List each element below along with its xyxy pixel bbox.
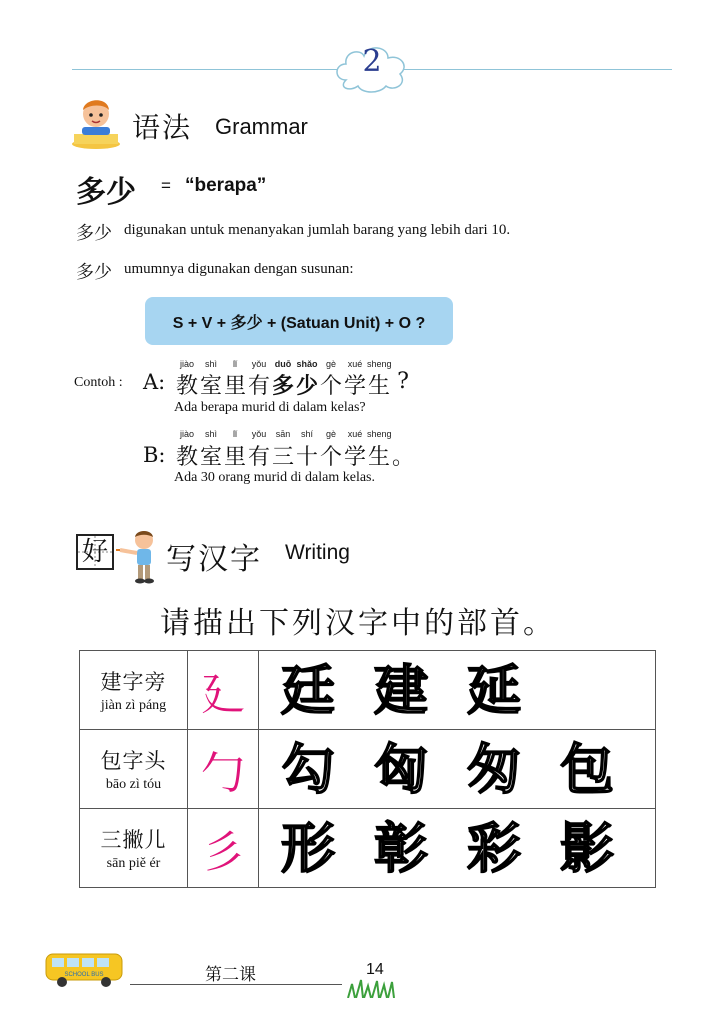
pinyin: lǐ [233, 429, 237, 439]
boy-reading-icon [68, 94, 124, 150]
school-bus-icon [44, 948, 126, 988]
trace-character: 勾 [281, 737, 335, 801]
hanzi: 里 [223, 374, 246, 399]
radical-glyph: 勹 [188, 730, 259, 809]
example-b-translation: Ada 30 orang murid di dalam kelas. [174, 470, 376, 485]
radical-glyph: 廴 [188, 651, 259, 730]
pinyin: lǐ [233, 359, 237, 369]
grass-icon [346, 978, 396, 998]
table-row [80, 730, 656, 809]
radical-name-cell [80, 651, 188, 730]
footer-lesson: 第二课 [205, 965, 256, 985]
example-label: Contoh : [74, 375, 123, 390]
duoshao-word: 多少 [76, 175, 136, 210]
example-a-label: A: [143, 370, 166, 394]
hanzi: 少 [295, 373, 318, 399]
words-cell [259, 651, 656, 730]
hanzi: 教 [175, 445, 198, 470]
trace-character: 匈 [374, 737, 428, 801]
hanzi: 室 [199, 445, 222, 470]
radicals-table [79, 650, 656, 888]
example-a-pinyin [175, 359, 391, 369]
grammar-title-en: Grammar [215, 114, 308, 139]
hanzi: 有 [247, 445, 270, 470]
radical-glyph: 彡 [188, 809, 259, 888]
example-b-label: B: [143, 443, 166, 467]
pinyin: sheng [367, 359, 392, 369]
pinyin: duō [274, 359, 292, 369]
radical-name-cn: 包字头 [100, 749, 167, 773]
line2-cn: 多少 [76, 262, 112, 283]
equals-sign: = [161, 176, 171, 195]
example-a-hanzi [175, 369, 415, 400]
pinyin: gè [325, 429, 336, 439]
trace-character: 廷 [281, 658, 335, 722]
hanzi: 有 [247, 374, 270, 399]
radical-name-pinyin: jiàn zì páng [100, 698, 167, 713]
pinyin: shǎo [296, 359, 318, 369]
pinyin: shí [300, 429, 313, 439]
hanzi: 教 [175, 374, 198, 399]
pinyin: xué [347, 429, 363, 439]
hanzi: 学 [343, 374, 366, 399]
table-row [80, 809, 656, 888]
hanzi: ? [397, 369, 409, 394]
writing-title-en: Writing [285, 541, 350, 564]
trace-character: 影 [560, 816, 614, 880]
trace-character: 延 [467, 658, 521, 722]
radical-name-pinyin: bāo zì tóu [105, 777, 162, 792]
pinyin: shì [204, 359, 217, 369]
pinyin: sheng [367, 429, 392, 439]
hanzi: 室 [199, 374, 222, 399]
pinyin: gè [325, 359, 336, 369]
trace-character: 彰 [374, 816, 428, 880]
hanzi: 生 [367, 445, 390, 470]
trace-character: 匆 [467, 737, 521, 801]
footer-rule [130, 984, 342, 985]
duoshao-meaning: “berapa” [185, 175, 267, 196]
hanzi: 个 [319, 445, 342, 470]
example-a-translation: Ada berapa murid di dalam kelas? [174, 400, 366, 415]
pinyin: yǒu [251, 359, 267, 369]
line1-cn: 多少 [76, 223, 112, 244]
bus-text: SCHOOL BUS [64, 972, 104, 978]
trace-character: 包 [560, 737, 614, 801]
radical-name-cn: 建字旁 [100, 670, 167, 694]
words-cell [259, 730, 656, 809]
radical-name-cell [80, 809, 188, 888]
hanzi: 个 [319, 374, 342, 399]
example-b-hanzi [175, 440, 415, 471]
writing-title-cn: 写汉字 [166, 542, 262, 577]
hanzi: 里 [223, 445, 246, 470]
hanzi: 多 [271, 373, 294, 399]
trace-character: 彩 [467, 816, 521, 880]
boy-pointing-icon [116, 528, 164, 584]
grammar-title-cn: 语法 [132, 111, 193, 144]
unit-number: 2 [362, 44, 382, 79]
hanzi: 生 [367, 374, 390, 399]
radical-name-cell [80, 730, 188, 809]
trace-character: 形 [281, 816, 335, 880]
example-b-pinyin [175, 429, 391, 439]
hanzi: 三 [271, 445, 294, 470]
hanzi: 十 [295, 445, 318, 470]
words-cell [259, 809, 656, 888]
badge-frame [76, 534, 114, 570]
hanzi: 。 [391, 445, 414, 470]
writing-instruction: 请描出下列汉字中的部首。 [160, 606, 556, 641]
pinyin: yǒu [251, 429, 267, 439]
page-number: 14 [366, 961, 384, 978]
pinyin: shì [204, 429, 217, 439]
pinyin: jiào [179, 359, 194, 369]
pinyin: xué [347, 359, 363, 369]
table-row [80, 651, 656, 730]
writing-badge: 好 [81, 537, 108, 567]
pinyin: jiào [179, 429, 194, 439]
radical-name-cn: 三撇儿 [100, 828, 167, 852]
pinyin: sān [275, 429, 291, 439]
hanzi: 学 [343, 445, 366, 470]
trace-character: 建 [374, 658, 428, 722]
radical-name-pinyin: sān piě ér [106, 856, 161, 871]
formula-text: S + V + 多少 + (Satuan Unit) + O ? [172, 315, 426, 332]
line2-text: umumnya digunakan dengan susunan: [124, 261, 354, 277]
line1-text: digunakan untuk menanyakan jumlah barang yang lebih dari 10. [124, 222, 511, 238]
